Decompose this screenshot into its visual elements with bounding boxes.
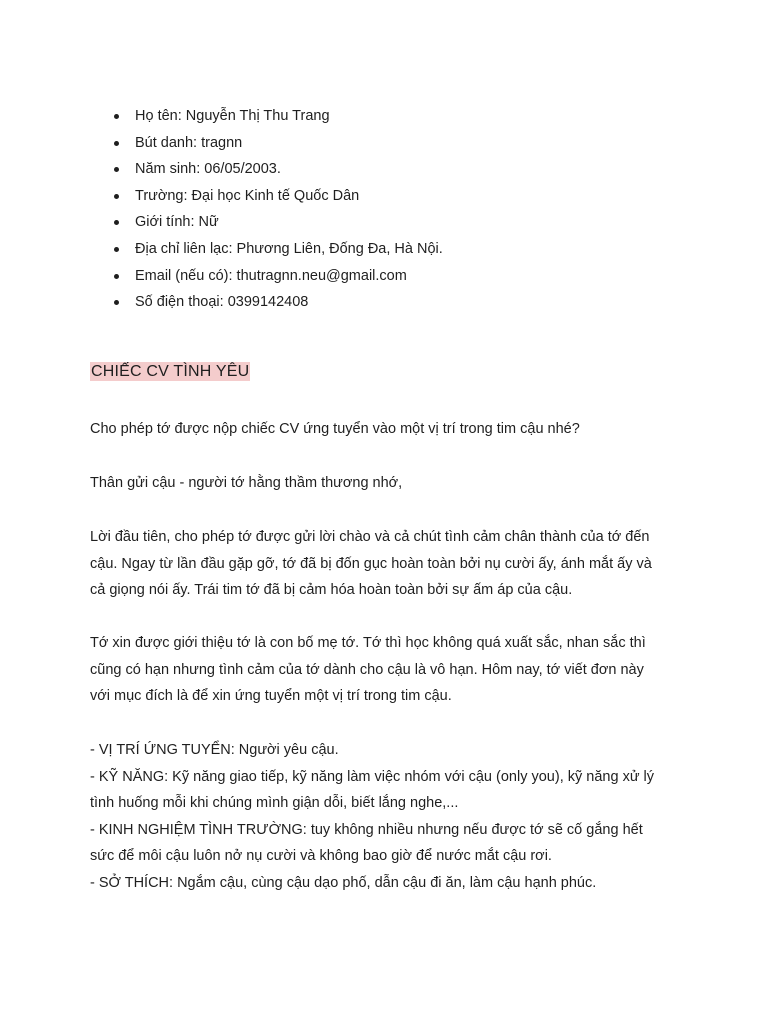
personal-info-list bbox=[110, 104, 710, 317]
list-item bbox=[110, 104, 710, 131]
list-item bbox=[110, 210, 710, 237]
info-email: Email (nếu có): thutragnn.neu@gmail.com bbox=[135, 267, 407, 284]
paragraph-line: cậu. Ngay từ lần đầu gặp gỡ, tớ đã bị đốn gục hoàn toàn bởi nụ cười ấy, ánh mắt ấy và bbox=[90, 555, 652, 572]
bullet-icon bbox=[114, 300, 119, 305]
info-full-name: Họ tên: Nguyễn Thị Thu Trang bbox=[135, 108, 330, 124]
bullet-icon bbox=[114, 141, 119, 146]
paragraph-line: Tớ xin được giới thiệu tớ là con bố mẹ tớ. Tớ thì học không quá xuất sắc, nhan sắc thì bbox=[90, 635, 646, 651]
cv-hobbies-line: - SỞ THÍCH: Ngắm cậu, cùng cậu dạo phố, dẫn cậu đi ăn, làm cậu hạnh phúc. bbox=[90, 874, 597, 891]
info-address: Địa chỉ liên lạc: Phương Liên, Đống Đa, Hà Nội. bbox=[135, 240, 443, 257]
paragraph-line: Lời đầu tiên, cho phép tớ được gửi lời chào và cả chút tình cảm chân thành của tớ đến bbox=[90, 529, 650, 545]
list-item bbox=[110, 131, 710, 158]
bullet-icon bbox=[114, 114, 119, 119]
list-item bbox=[110, 237, 710, 264]
bullet-icon bbox=[114, 167, 119, 172]
bullet-icon bbox=[114, 194, 119, 199]
cv-skills-line: - KỸ NĂNG: Kỹ năng giao tiếp, kỹ năng làm việc nhóm với cậu (only you), kỹ năng xử lý bbox=[90, 768, 655, 785]
section-heading bbox=[90, 360, 250, 384]
cv-skills-line-continued: tình huống mỗi khi chúng mình giận dỗi, biết lắng nghe,... bbox=[90, 795, 459, 812]
list-item bbox=[110, 290, 710, 317]
paragraph-line: cũng có hạn nhưng tình cảm của tớ dành cho cậu là vô hạn. Hôm nay, tớ viết đơn này bbox=[90, 661, 644, 678]
paragraph-line: cả giọng nói ấy. Trái tim tớ đã bị cảm hóa hoàn toàn bởi sự ấm áp của cậu. bbox=[90, 582, 573, 599]
bullet-icon bbox=[114, 220, 119, 225]
cv-details-paragraph bbox=[90, 737, 690, 897]
self-introduction-paragraph bbox=[90, 630, 690, 710]
bullet-icon bbox=[114, 247, 119, 252]
cv-experience-line-continued: sức để môi cậu luôn nở nụ cười và không bao giờ để nước mắt cậu rơi. bbox=[90, 848, 552, 865]
paragraph-line: với mục đích là để xin ứng tuyển một vị trí trong tim cậu. bbox=[90, 688, 452, 705]
cv-experience-line: - KINH NGHIỆM TÌNH TRƯỜNG: tuy không nhiều nhưng nếu được tớ sẽ cố gắng hết bbox=[90, 821, 643, 838]
info-school: Trường: Đại học Kinh tế Quốc Dân bbox=[135, 187, 360, 204]
info-pen-name: Bút danh: tragnn bbox=[135, 134, 243, 151]
list-item bbox=[110, 157, 710, 184]
info-phone: Số điện thoại: 0399142408 bbox=[135, 294, 309, 311]
paragraph-line: Cho phép tớ được nộp chiếc CV ứng tuyển vào một vị trí trong tim cậu nhé? bbox=[90, 421, 580, 437]
info-birth-date: Năm sinh: 06/05/2003. bbox=[135, 161, 281, 178]
intro-question-paragraph bbox=[90, 416, 690, 443]
paragraph-line: Thân gửi cậu - người tớ hằng thầm thương nhớ, bbox=[90, 475, 403, 491]
info-gender: Giới tính: Nữ bbox=[135, 214, 219, 231]
cv-position-line: - VỊ TRÍ ỨNG TUYỂN: Người yêu cậu. bbox=[90, 742, 339, 758]
highlighted-heading-text: CHIẾC CV TÌNH YÊU bbox=[91, 363, 250, 380]
opening-paragraph bbox=[90, 524, 690, 604]
list-item bbox=[110, 264, 710, 291]
greeting-paragraph bbox=[90, 470, 690, 497]
bullet-icon bbox=[114, 274, 119, 279]
list-item bbox=[110, 184, 710, 211]
